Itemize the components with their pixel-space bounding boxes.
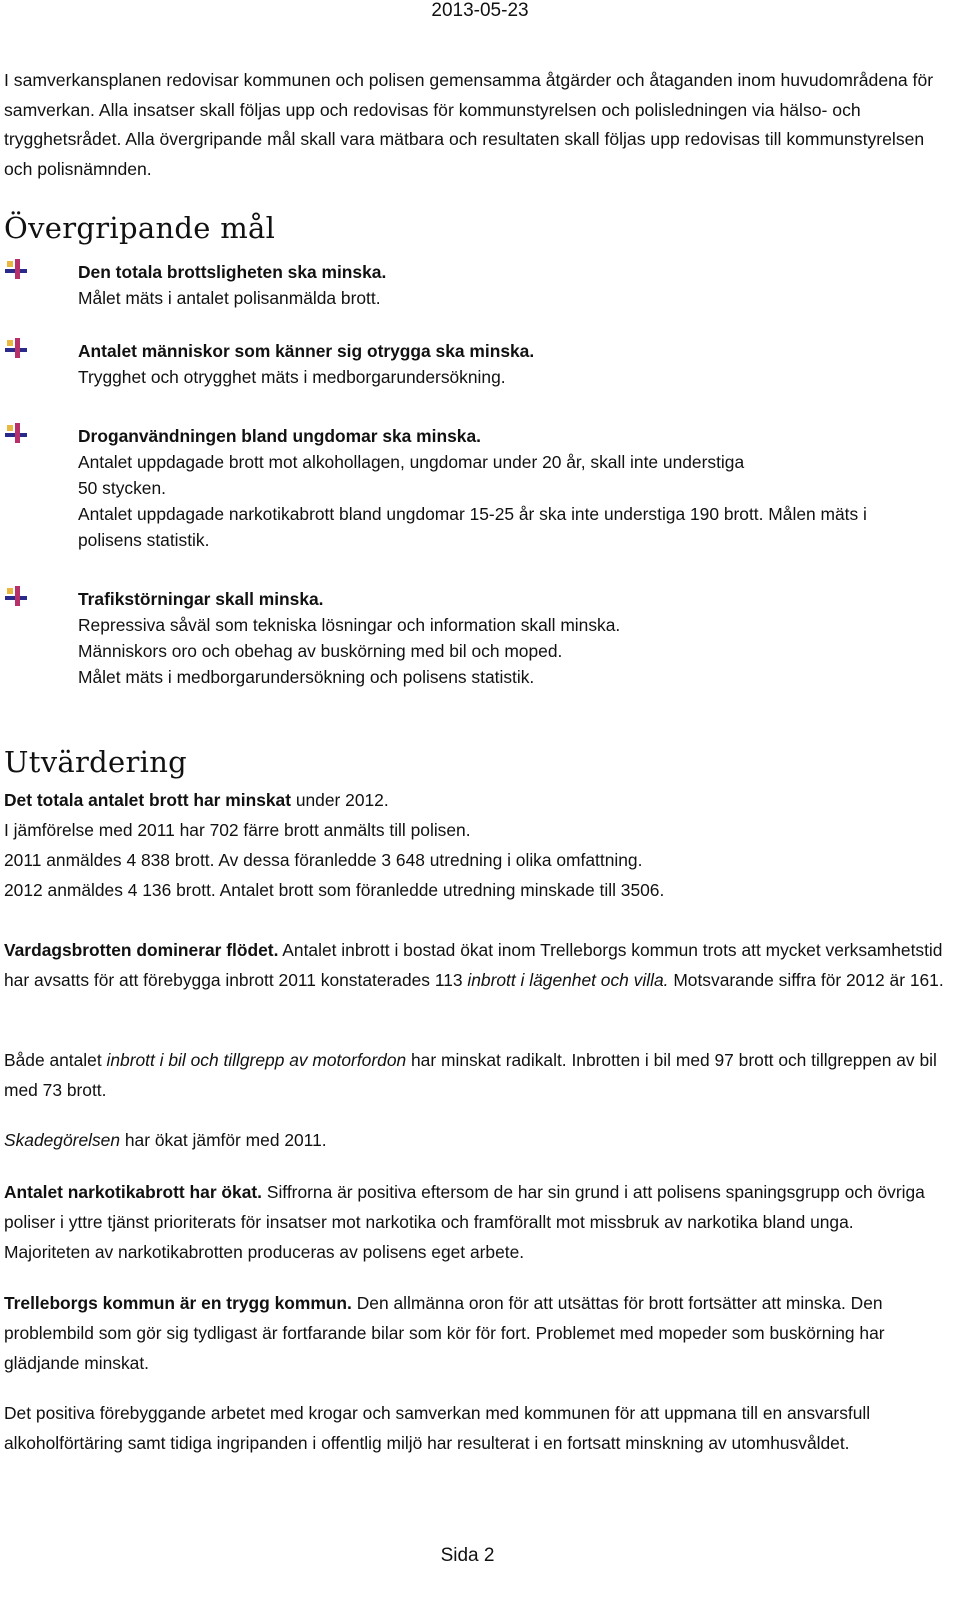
paragraph-text: Både antalet bbox=[4, 1050, 107, 1070]
paragraph-utomhusvald: Det positiva förebyggande arbetet med krogar och samverkan med kommunen för att uppmana till en ansvarsfull alkoholförtäring samt tidiga ingripanden i offentlig miljö har resulterat i en fortsatt minskning av utomhusvåldet. bbox=[4, 1403, 871, 1454]
paragraph-bold: Trelleborgs kommun är en trygg kommun. bbox=[4, 1293, 352, 1313]
page-date: 2013-05-23 bbox=[431, 0, 529, 21]
paragraph-skadegorelse bbox=[4, 1125, 944, 1155]
evaluation-heading: Utvärdering bbox=[4, 745, 188, 779]
goal-title: Antalet människor som känner sig otrygga ska minska. bbox=[78, 341, 535, 361]
paragraph-trygg-kommun bbox=[4, 1288, 944, 1379]
goal-line: Målet mäts i antalet polisanmälda brott. bbox=[78, 288, 381, 308]
paragraph-bold: Vardagsbrotten dominerar flödet. bbox=[4, 940, 279, 960]
paragraph-text: har minskat radikalt. Inbrotten i bil med 97 brott och tillgreppen av bil med 73 brott. bbox=[4, 1050, 937, 1101]
summary-line: I jämförelse med 2011 har 702 färre brott anmälts till polisen. bbox=[4, 820, 471, 840]
paragraph-italic: inbrott i bil och tillgrepp av motorfordon bbox=[106, 1050, 407, 1070]
goals-heading: Övergripande mål bbox=[4, 211, 276, 245]
paragraph-italic: inbrott i lägenhet och villa. bbox=[467, 970, 669, 991]
paragraph-text: Siffrorna är positiva eftersom de har sin grund i att polisens spaningsgrupp och övriga poliser i yttre tjänst prioriterats för insatser mot narkotika och framförallt mot missbruk av narkotika bland unga. Majoriteten av narkotikabrotten produceras av polisens eget arbete. bbox=[4, 1182, 925, 1263]
intro-paragraph: I samverkansplanen redovisar kommunen och polisen gemensamma åtgärder och åtaganden inom huvudområdena för samverkan. Alla insatser skall följas upp och redovisas för kommunstyrelsen och polisledningen via hälso- och trygghetsrådet. Alla övergripande mål skall vara mätbara och resultaten skall följas upp redovisas till kommunstyrelsen och polisnämnden. bbox=[4, 70, 934, 179]
paragraph-italic: Skadegörelsen bbox=[4, 1130, 121, 1150]
page-number: Sida 2 bbox=[440, 1545, 495, 1566]
bullet-icon bbox=[4, 423, 28, 443]
goal-line: Repressiva såväl som tekniska lösningar och information skall minska. bbox=[78, 615, 621, 635]
paragraph-vardagsbrott bbox=[4, 935, 944, 995]
bullet-icon bbox=[4, 586, 28, 606]
paragraph-narkotika bbox=[4, 1177, 944, 1268]
goal-line: Människors oro och obehag av buskörning med bil och moped. bbox=[78, 641, 563, 661]
goal-item bbox=[4, 259, 949, 311]
paragraph-text: Motsvarande siffra för 2012 är 161. bbox=[668, 970, 944, 991]
goal-item bbox=[4, 586, 949, 690]
paragraph-text: Antalet inbrott i bostad ökat inom Trelleborgs kommun trots att mycket verksamhetstid har avsatts för att förebygga inbrott 2011 konstaterades 113 bbox=[4, 940, 943, 991]
paragraph-bold: Antalet narkotikabrott har ökat. bbox=[4, 1182, 263, 1202]
summary-line: 2012 anmäldes 4 136 brott. Antalet brott som föranledde utredning minskade till 3506. bbox=[4, 880, 665, 900]
goal-item bbox=[4, 338, 949, 390]
goal-line: Antalet uppdagade narkotikabrott bland ungdomar 15-25 år ska inte understiga 190 brott. Målen mäts i polisens statistik. bbox=[78, 504, 867, 550]
summary-line bbox=[4, 785, 949, 815]
summary-bold: Det totala antalet brott har minskat bbox=[4, 790, 291, 810]
goal-line: Antalet uppdagade brott mot alkohollagen, ungdomar under 20 år, skall inte understiga 50 stycken. bbox=[78, 452, 745, 498]
summary-rest: under 2012. bbox=[291, 790, 389, 810]
goal-line: Målet mäts i medborgarundersökning och polisens statistik. bbox=[78, 667, 535, 687]
bullet-icon bbox=[4, 259, 28, 279]
paragraph-text: Den allmänna oron för att utsättas för brott fortsätter att minska. Den problembild som gör sig tydligast är fortfarande bilar som kör för fort. Problemet med mopeder som buskörning har glädjande minskat. bbox=[4, 1293, 885, 1374]
goal-title: Droganvändningen bland ungdomar ska minska. bbox=[78, 426, 481, 446]
evaluation-summary bbox=[4, 785, 949, 905]
summary-line: 2011 anmäldes 4 838 brott. Av dessa föranledde 3 648 utredning i olika omfattning. bbox=[4, 850, 643, 870]
bullet-icon bbox=[4, 338, 28, 358]
goal-title: Den totala brottsligheten ska minska. bbox=[78, 262, 387, 282]
goal-item bbox=[4, 423, 949, 553]
paragraph-text: har ökat jämför med 2011. bbox=[120, 1130, 327, 1150]
paragraph-inbrott-bil bbox=[4, 1045, 944, 1105]
goal-line: Trygghet och otrygghet mäts i medborgarundersökning. bbox=[78, 367, 506, 387]
goal-title: Trafikstörningar skall minska. bbox=[78, 589, 324, 609]
